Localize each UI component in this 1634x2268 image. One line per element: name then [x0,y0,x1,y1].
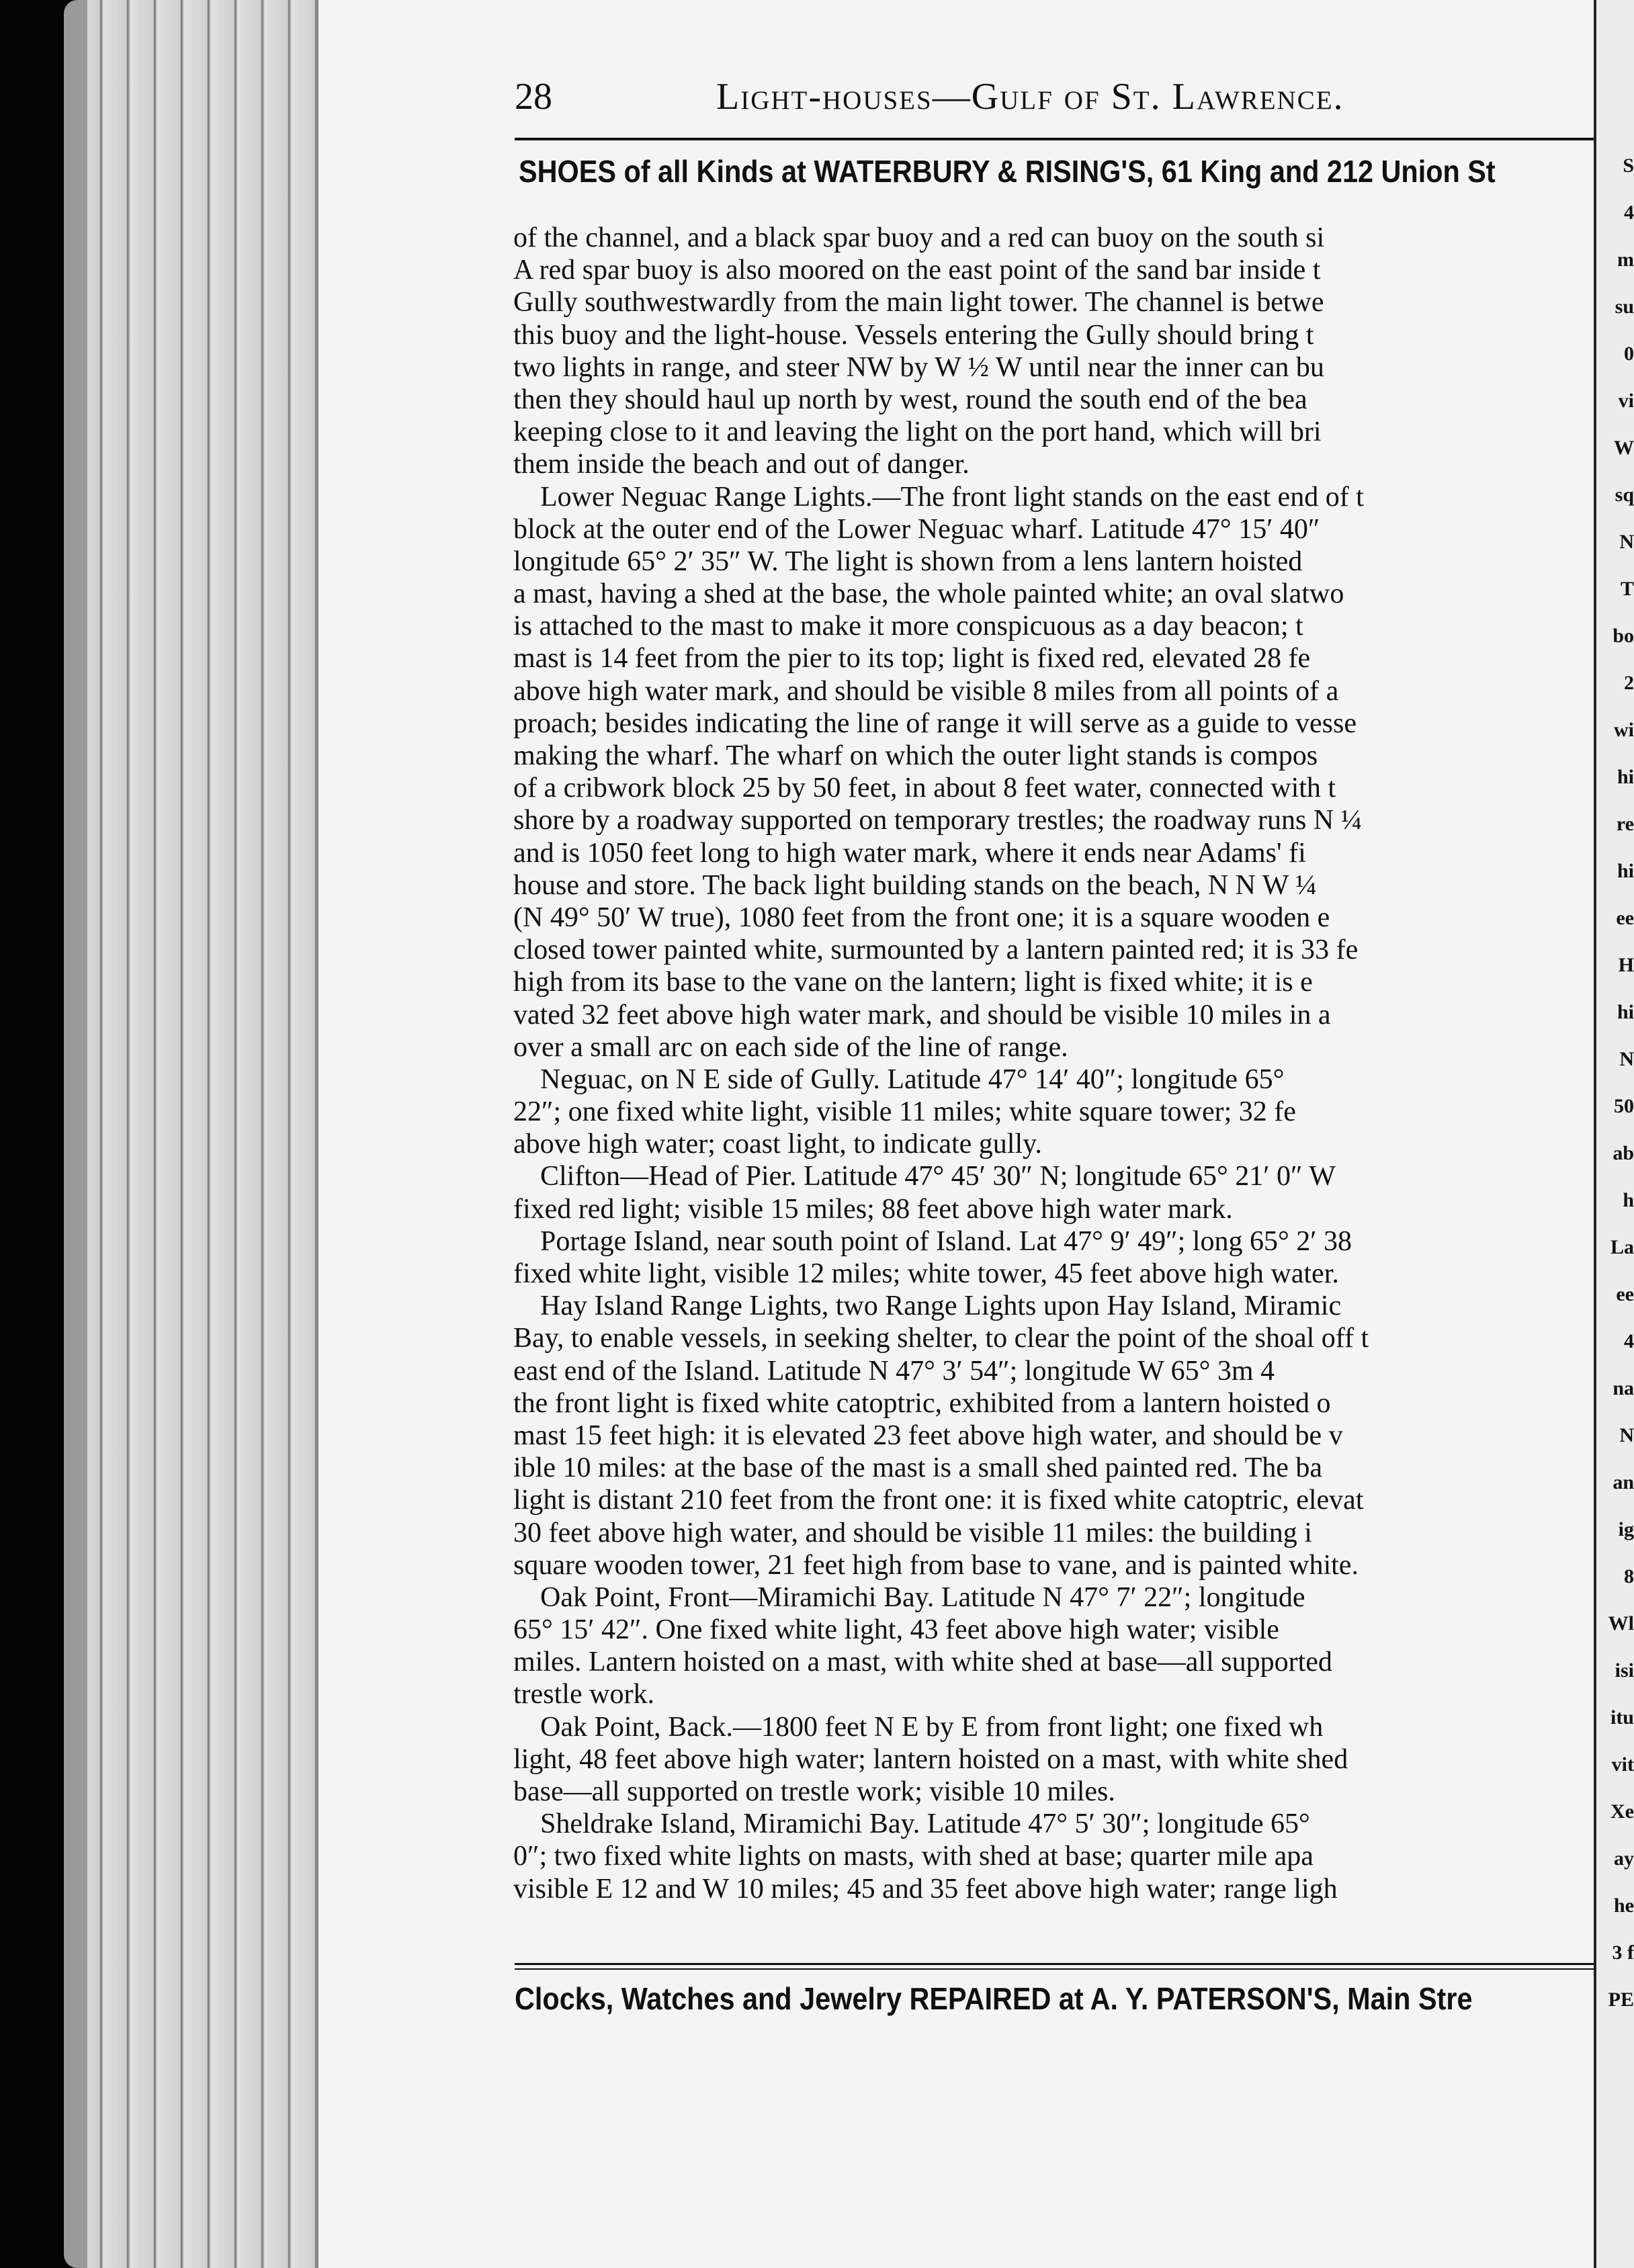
top-advertisement: SHOES of all Kinds at WATERBURY & RISING'S, 61 King and 212 Union St [519,154,1496,189]
next-page-fragment: re [1616,813,1634,835]
text-line: light, 48 feet above high water; lantern hoisted on a mast, with white shed [513,1743,1348,1775]
next-page-fragment: hi [1617,766,1634,788]
text-line: a mast, having a shed at the base, the whole painted white; an oval slatwo [513,578,1344,610]
next-page-fragment: N [1619,1424,1634,1446]
next-page-fragment: 2 [1624,672,1634,694]
next-page-fragment: wi [1614,719,1634,741]
text-line: trestle work. [513,1679,654,1710]
text-line: 30 feet above high water, and should be visible 11 miles: the building i [513,1517,1312,1549]
next-page-fragment: N [1619,1048,1634,1070]
next-page-fragment: W [1614,437,1634,459]
footer-rule-thin [515,1968,1617,1970]
next-page-fragment: 50 [1614,1095,1634,1117]
next-page-fragment: isi [1615,1659,1634,1682]
next-page-fragment: S [1623,155,1634,177]
next-page-fragment: ee [1616,1283,1634,1305]
next-page-fragment: N [1619,531,1634,553]
running-head: Light-houses—Gulf of St. Lawrence. [716,76,1344,118]
text-line: Bay, to enable vessels, in seeking shelter, to clear the point of the shoal off t [513,1323,1369,1354]
text-line: 22″; one fixed white light, visible 11 miles; white square tower; 32 fe [513,1096,1296,1128]
text-line: ible 10 miles: at the base of the mast is a small shed painted red. The ba [513,1452,1323,1484]
next-page-fragment: hi [1617,860,1634,882]
next-page-fragment: he [1614,1894,1634,1917]
page-header [515,75,1630,122]
next-page-fragment: ay [1614,1847,1634,1870]
text-line: light is distant 210 feet from the front one: it is fixed white catoptric, elevat [513,1485,1364,1516]
stacked-page-edges [87,0,318,2268]
text-line: making the wharf. The wharf on which the outer light stands is compos [513,740,1318,771]
text-line: miles. Lantern hoisted on a mast, with white shed at base—all supported [513,1647,1332,1678]
footer-rule [515,1963,1617,1965]
next-page-fragment: hi [1617,1001,1634,1023]
text-line: high from its base to the vane on the lantern; light is fixed white; it is e [513,967,1313,998]
next-page-fragment: m [1617,249,1634,271]
text-line: closed tower painted white, surmounted by a lantern painted red; it is 33 fe [513,934,1359,966]
text-line: proach; besides indicating the line of range it will serve as a guide to vesse [513,707,1357,739]
next-page-fragment: Xe [1610,1800,1634,1823]
next-page-fragment: ab [1612,1142,1634,1164]
text-line: mast is 14 feet from the pier to its top; light is fixed red, elevated 28 fe [513,643,1311,674]
page-number: 28 [515,76,552,118]
text-line: 0″; two fixed white lights on masts, with shed at base; quarter mile apa [513,1841,1314,1872]
text-line: (N 49° 50′ W true), 1080 feet from the front one; it is a square wooden e [513,902,1330,933]
text-line: Oak Point, Back.—1800 feet N E by E from front light; one fixed wh [540,1711,1324,1743]
next-page-fragment: ee [1616,907,1634,929]
text-line: square wooden tower, 21 feet high from base to vane, and is painted white. [513,1549,1359,1581]
text-line: two lights in range, and steer NW by W ½ W until near the inner can bu [513,351,1324,383]
next-page-fragment: 3 f [1612,1942,1634,1964]
body-text [513,222,1602,1905]
next-page-fragment: su [1615,296,1634,318]
text-line: Gully southwestwardly from the main light tower. The channel is betwe [513,287,1324,318]
text-line: and is 1050 feet long to high water mark, where it ends near Adams' fi [513,837,1306,869]
next-page-fragment: h [1623,1189,1634,1211]
text-line: mast 15 feet high: it is elevated 23 feet above high water, and should be v [513,1420,1343,1451]
text-line: Neguac, on N E side of Gully. Latitude 47° 14′ 40″; longitude 65° [540,1063,1285,1095]
next-page-fragment: na [1612,1377,1634,1399]
next-page-fragment: vi [1618,390,1634,412]
text-line: Sheldrake Island, Miramichi Bay. Latitude 47° 5′ 30″; longitude 65° [540,1808,1310,1840]
text-line: the front light is fixed white catoptric, exhibited from a lantern hoisted o [513,1387,1331,1419]
next-page-fragment: T [1620,578,1634,600]
header-rule [515,138,1617,140]
text-line: Oak Point, Front—Miramichi Bay. Latitude N 47° 7′ 22″; longitude [540,1581,1305,1613]
text-line: of a cribwork block 25 by 50 feet, in about 8 feet water, connected with t [513,773,1336,804]
text-line: base—all supported on trestle work; visible 10 miles. [513,1776,1115,1807]
text-line: them inside the beach and out of danger. [513,449,970,480]
next-page-fragment: La [1610,1236,1634,1258]
next-page-fragment: vit [1611,1753,1634,1776]
text-line: 65° 15′ 42″. One fixed white light, 43 feet above high water; visible [513,1614,1279,1646]
text-line: Clifton—Head of Pier. Latitude 47° 45′ 30″ N; longitude 65° 21′ 0″ W [540,1161,1336,1192]
text-line: keeping close to it and leaving the light on the port hand, which will bri [513,417,1322,448]
bottom-advertisement: Clocks, Watches and Jewelry REPAIRED at A. Y. PATERSON'S, Main Stre [515,1981,1473,2016]
text-line: longitude 65° 2′ 35″ W. The light is shown from a lens lantern hoisted [513,546,1303,577]
next-page-fragment: ig [1618,1518,1634,1540]
text-line: this buoy and the light-house. Vessels entering the Gully should bring t [513,319,1314,351]
text-line: then they should haul up north by west, round the south end of the bea [513,384,1307,415]
book-page [316,0,1634,2268]
next-page-edge [1594,0,1634,2268]
next-page-fragment: sq [1615,484,1634,506]
text-line: shore by a roadway supported on temporary trestles; the roadway runs N ¼ [513,805,1363,836]
text-line: fixed red light; visible 15 miles; 88 feet above high water mark. [513,1193,1233,1225]
next-page-fragment: itu [1610,1706,1634,1729]
text-line: over a small arc on each side of the line of range. [513,1031,1068,1063]
next-page-fragment: bo [1612,625,1634,647]
text-line: Portage Island, near south point of Island. Lat 47° 9′ 49″; long 65° 2′ 38 [540,1225,1352,1257]
text-line: house and store. The back light building stands on the beach, N N W ¼ [513,869,1317,901]
text-line: Hay Island Range Lights, two Range Lights upon Hay Island, Miramic [540,1291,1342,1322]
text-line: is attached to the mast to make it more conspicuous as a day beacon; t [513,611,1303,642]
next-page-fragment: H [1618,954,1634,976]
text-line: vated 32 feet above high water mark, and should be visible 10 miles in a [513,999,1331,1031]
text-line: above high water mark, and should be visible 8 miles from all points of a [513,675,1339,707]
next-page-fragment: 0 [1624,343,1634,365]
text-line: fixed white light, visible 12 miles; white tower, 45 feet above high water. [513,1258,1339,1289]
text-line: east end of the Island. Latitude N 47° 3′ 54″; longitude W 65° 3m 4 [513,1355,1275,1387]
text-line: block at the outer end of the Lower Neguac wharf. Latitude 47° 15′ 40″ [513,513,1320,545]
next-page-fragment: an [1612,1471,1634,1493]
text-line: of the channel, and a black spar buoy and a red can buoy on the south si [513,222,1325,253]
text-line: A red spar buoy is also moored on the east point of the sand bar inside t [513,255,1321,286]
next-page-fragment: 4 [1624,202,1634,224]
text-line: above high water; coast light, to indicate gully. [513,1129,1042,1160]
text-line: visible E 12 and W 10 miles; 45 and 35 feet above high water; range ligh [513,1873,1338,1905]
next-page-fragment: 4 [1624,1330,1634,1352]
next-page-fragment: Wl [1608,1612,1634,1634]
text-line: Lower Neguac Range Lights.—The front light stands on the east end of t [540,481,1364,513]
next-page-fragment: 8 [1624,1565,1634,1587]
next-page-fragment: PE [1608,1989,1634,2011]
